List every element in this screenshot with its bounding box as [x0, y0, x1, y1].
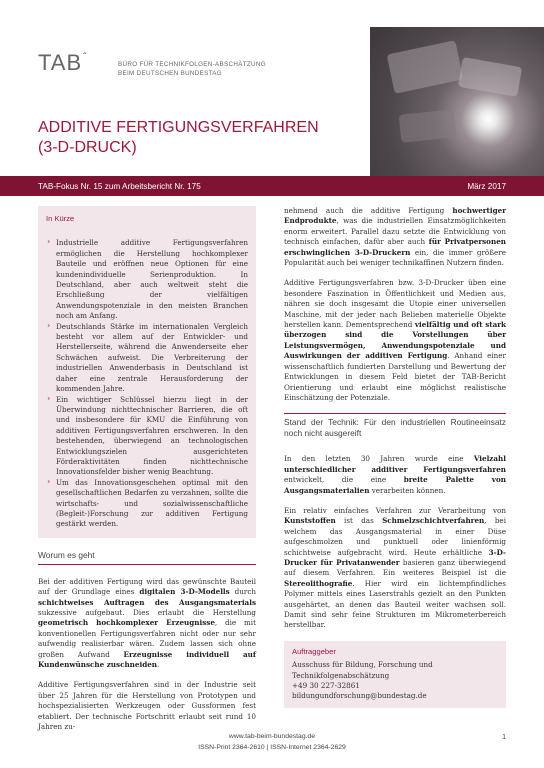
- client-line: Technikfolgenabschätzung: [292, 670, 390, 680]
- section-heading-stand: Stand der Technik: Für den industriellen Routineeinsatz noch nicht ausgereift: [284, 413, 506, 442]
- summary-box: [38, 206, 256, 538]
- paragraph: nehmend auch die additive Fertigung hochwertiger Endprodukte, was die industriellen Einsatzmöglichkeiten enorm erweitert. Parallel dazu setzte die Entwicklung von technisch einfachen, dafür aber auch für Privatpersonen erschwinglichen 3-D-Druckern ein, die immer größere Popularität auch bei weniger technikaffinen Nutzern finden.: [284, 206, 506, 268]
- footer-url[interactable]: www.tab-beim-bundestag.de: [228, 733, 316, 740]
- paragraph: Ein relativ einfaches Verfahren zur Verarbeitung von Kunststoffen ist das Schmelzschichtverfahren, bei welchem das Ausgangsmaterial in einer Düse aufgeschmolzen und punktuell oder linienförmig schichtweise aufgebracht wird. Heute erhältliche 3-D-Drucker für Privatanwender basieren ganz überwiegend auf diesem Verfahren. Ein weiteres Beispiel ist die Stereolithografie. Hier wird ein lichtempfindliches Polymer mittels eines Laserstrahls gezielt an den Punkten ausgehärtet, an denen das Bauteil weiter wachsen soll. Damit sind sehr feine Strukturen im Mikrometerbereich herstellbar.: [284, 505, 506, 630]
- summary-item: › Deutschlands Stärke im internationalen Vergleich besteht vor allem auf der Entwickler- und Herstellerseite, während die Anwenderseite eher Schwächen aufweist. Die Verbreiterung der industriellen Anwenderbasis in Deutschland ist daher eine zentrale Herausforderung der kommenden Jahre.: [46, 322, 248, 395]
- tab-logo: $TAB^ˆ$: [38, 50, 88, 75]
- page-title: ADDITIVE FERTIGUNGSVERFAHREN (3-D-DRUCK): [38, 119, 319, 156]
- logo-caret-icon: ˆ: [83, 52, 88, 63]
- right-column: [284, 206, 506, 708]
- client-email[interactable]: bildungundforschung@bundestag.de: [292, 691, 427, 701]
- summary-item: › Ein wichtiger Schlüssel hierzu liegt in der Überwindung nichttechnischer Barrieren, die oft und insbesondere für KMU die Einführung von additiven Fertigungsverfahren erschweren. In den bestehenden, überwiegend an technologischen Entwicklungszielen ausgerichteten Förderaktivitäten finden nichttechnische Innovationsfelder bisher wenig Beachtung.: [46, 395, 248, 478]
- paragraph: Bei der additiven Fertigung wird das gewünschte Bauteil auf der Grundlage eines digitalen 3-D-Modells durch schichtweises Auftragen des Ausgangsmaterials sukzessive aufgebaut. Dies erlaubt die Herstellung geometrisch hochkomplexer Erzeugnisse, die mit konventionellen Fertigungsverfahren nicht oder nur sehr aufwendig realisierbar wären. Zudem lassen sich ohne großen Aufwand Erzeugnisse individuell auf Kundenwünsche zuschneiden.: [38, 576, 256, 670]
- client-line: Ausschuss für Bildung, Forschung und: [292, 660, 433, 670]
- summary-item: › Um das Innovationsgeschehen optimal mit den gesellschaftlichen Bedarfen zu verzahnen, sollte die wirtschafts- und sozialwissenschaftliche (Begleit-)Forschung zur additiven Fertigung gestärkt werden.: [46, 478, 248, 530]
- paragraph: Additive Fertigungsverfahren sind in der Industrie seit über 25 Jahren für die Herstellung von Prototypen und hochspezialisierten Werkzeugen oder Gussformen fest etabliert. Der technische Fortschritt erlaubt seit rund 10 Jahren zu-: [38, 680, 256, 732]
- client-box: [284, 641, 506, 708]
- header-photo: [370, 27, 544, 176]
- summary-item: › Industrielle additive Fertigungsverfahren ermöglichen die Herstellung hochkomplexer Bauteile und eröffnen neue Optionen für eine kundenindividuelle Serienproduktion. In Deutschland, aber auch weltweit steht die Erschließung der vielfältigen Anwendungspotenziale in den meisten Branchen noch am Anfang.: [46, 238, 248, 321]
- institution-name: BÜRO FÜR TECHNIKFOLGEN-ABSCHÄTZUNG BEIM DEUTSCHEN BUNDESTAG: [118, 61, 266, 77]
- footer-issn: ISSN-Print 2364-2610 | ISSN-Internet 2364-2629: [198, 744, 346, 751]
- paragraph: Additive Fertigungsverfahren bzw. 3-D-Drucker üben eine besondere Faszination in Öffentlichkeit und Medien aus, nähren sie doch insgesamt die Utopie einer universellen Maschine, mit der jeder nach Belieben materielle Objekte herstellen kann. Dementsprechend vielfältig und oft stark überzogen sind die Vorstellungen über Leistungsvermögen, Anwendungspotenziale und Auswirkungen der additiven Fertigung. Anhand einer wissenschaftlich fundierten Darstellung und Bewertung der Entwicklungen in diesem Feld bietet der TAB-Bericht Orientierung und erlaubt eine möglichst realistische Einschätzung der Potenziale.: [284, 278, 507, 402]
- summary-list: [46, 238, 248, 529]
- issue-date: März 2017: [467, 182, 506, 191]
- series-label: TAB-Fokus Nr. 15 zum Arbeitsbericht Nr. 175: [38, 182, 201, 191]
- section-heading-worum: Worum es geht: [38, 550, 256, 565]
- summary-heading: In Kürze: [46, 214, 75, 223]
- paragraph: In den letzten 30 Jahren wurde eine Vielzahl unterschiedlicher additiver Fertigungsverfahren entwickelt, die eine breite Palette von Ausgangsmaterialien verarbeiten können.: [284, 454, 506, 495]
- series-bar: [0, 176, 544, 196]
- page-number: 1: [502, 734, 506, 741]
- left-column: [38, 206, 256, 742]
- client-phone: +49 30 227-32861: [292, 681, 360, 691]
- client-heading: Auftraggeber: [292, 646, 336, 656]
